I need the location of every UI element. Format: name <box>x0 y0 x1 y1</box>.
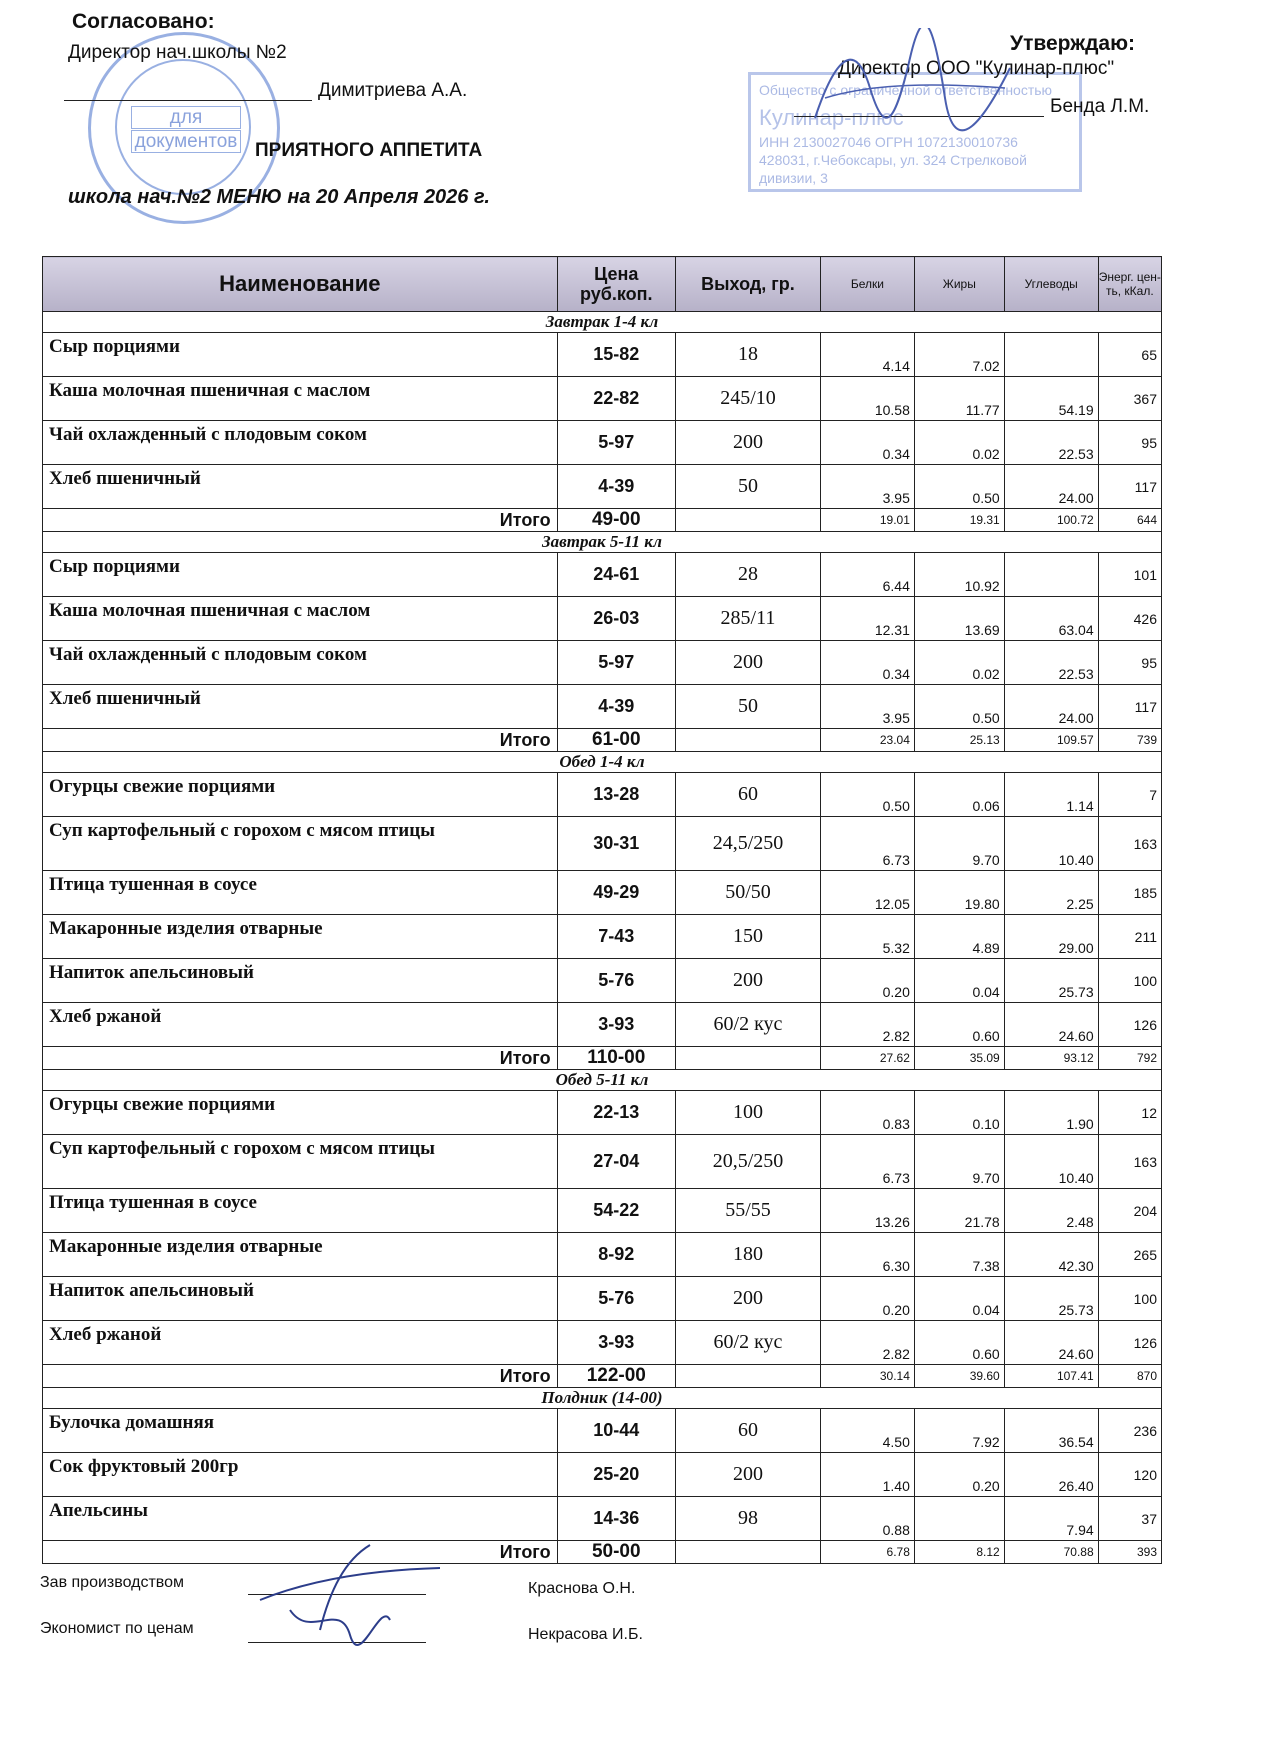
total-carbs: 70.88 <box>1004 1541 1098 1564</box>
item-fat: 7.02 <box>914 333 1004 377</box>
section-title: Завтрак 5-11 кл <box>43 532 1162 553</box>
item-yield: 60/2 кус <box>675 1003 820 1047</box>
item-fat <box>914 1497 1004 1541</box>
total-yield-empty <box>675 1047 820 1070</box>
item-yield: 50 <box>675 465 820 509</box>
rect-stamp-line1: Общество с ограниченной ответственностью <box>759 82 1053 98</box>
item-yield: 60/2 кус <box>675 1321 820 1365</box>
total-row <box>43 1047 1162 1070</box>
menu-item-row <box>43 553 1162 597</box>
item-protein: 12.05 <box>820 871 914 915</box>
item-fat: 0.60 <box>914 1321 1004 1365</box>
item-carbs <box>1004 553 1098 597</box>
item-protein: 13.26 <box>820 1189 914 1233</box>
item-yield: 200 <box>675 641 820 685</box>
item-energy: 95 <box>1098 641 1161 685</box>
bon-appetit: ПРИЯТНОГО АППЕТИТА <box>255 140 483 161</box>
item-carbs: 24.00 <box>1004 685 1098 729</box>
item-energy: 204 <box>1098 1189 1161 1233</box>
item-price: 5-76 <box>557 1277 675 1321</box>
item-energy: 126 <box>1098 1321 1161 1365</box>
item-yield: 98 <box>675 1497 820 1541</box>
section-header-row <box>43 1070 1162 1091</box>
item-energy: 100 <box>1098 959 1161 1003</box>
item-name: Хлеб пшеничный <box>43 685 558 729</box>
item-price: 25-20 <box>557 1453 675 1497</box>
section-header-row <box>43 532 1162 553</box>
total-price: 61-00 <box>557 729 675 752</box>
item-yield: 200 <box>675 421 820 465</box>
total-label: Итого <box>43 729 558 752</box>
item-carbs: 24.60 <box>1004 1321 1098 1365</box>
item-protein: 0.50 <box>820 773 914 817</box>
item-energy: 120 <box>1098 1453 1161 1497</box>
total-price: 110-00 <box>557 1047 675 1070</box>
menu-body <box>43 312 1162 1564</box>
item-fat: 4.89 <box>914 915 1004 959</box>
col-price: Цена руб.коп. <box>557 257 675 312</box>
item-price: 13-28 <box>557 773 675 817</box>
section-header-row <box>43 1388 1162 1409</box>
total-energy: 393 <box>1098 1541 1161 1564</box>
menu-item-row <box>43 1321 1162 1365</box>
item-energy: 163 <box>1098 1135 1161 1189</box>
section-title: Завтрак 1-4 кл <box>43 312 1162 333</box>
item-energy: 100 <box>1098 1277 1161 1321</box>
item-price: 14-36 <box>557 1497 675 1541</box>
item-yield: 100 <box>675 1091 820 1135</box>
item-carbs: 10.40 <box>1004 817 1098 871</box>
item-carbs: 7.94 <box>1004 1497 1098 1541</box>
menu-item-row <box>43 465 1162 509</box>
item-energy: 126 <box>1098 1003 1161 1047</box>
item-protein: 3.95 <box>820 465 914 509</box>
econ-title: Экономист по ценам <box>40 1620 194 1637</box>
item-carbs: 22.53 <box>1004 421 1098 465</box>
item-yield: 200 <box>675 1453 820 1497</box>
item-protein: 12.31 <box>820 597 914 641</box>
item-energy: 95 <box>1098 421 1161 465</box>
item-fat: 9.70 <box>914 817 1004 871</box>
menu-date-line: школа нач.№2 МЕНЮ на 20 Апреля 2026 г. <box>68 186 490 208</box>
item-name: Напиток апельсиновый <box>43 959 558 1003</box>
total-carbs: 93.12 <box>1004 1047 1098 1070</box>
item-yield: 200 <box>675 1277 820 1321</box>
item-carbs: 1.90 <box>1004 1091 1098 1135</box>
item-carbs: 26.40 <box>1004 1453 1098 1497</box>
item-energy: 211 <box>1098 915 1161 959</box>
footer-signature <box>250 1540 450 1650</box>
total-fat: 35.09 <box>914 1047 1004 1070</box>
item-name: Сыр порциями <box>43 553 558 597</box>
item-yield: 50/50 <box>675 871 820 915</box>
total-yield-empty <box>675 1541 820 1564</box>
total-carbs: 109.57 <box>1004 729 1098 752</box>
item-carbs: 63.04 <box>1004 597 1098 641</box>
item-name: Сыр порциями <box>43 333 558 377</box>
item-name: Напиток апельсиновый <box>43 1277 558 1321</box>
agreed-position: Директор нач.школы №2 <box>68 42 287 63</box>
total-label: Итого <box>43 1047 558 1070</box>
item-energy: 101 <box>1098 553 1161 597</box>
item-name: Огурцы свежие порциями <box>43 1091 558 1135</box>
item-price: 5-97 <box>557 421 675 465</box>
item-energy: 426 <box>1098 597 1161 641</box>
item-carbs: 25.73 <box>1004 959 1098 1003</box>
item-yield: 20,5/250 <box>675 1135 820 1189</box>
item-protein: 3.95 <box>820 685 914 729</box>
item-name: Хлеб пшеничный <box>43 465 558 509</box>
item-price: 4-39 <box>557 465 675 509</box>
item-name: Огурцы свежие порциями <box>43 773 558 817</box>
item-name: Каша молочная пшеничная с маслом <box>43 377 558 421</box>
menu-item-row <box>43 871 1162 915</box>
item-energy: 12 <box>1098 1091 1161 1135</box>
item-protein: 2.82 <box>820 1003 914 1047</box>
total-protein: 19.01 <box>820 509 914 532</box>
item-name: Чай охлажденный с плодовым соком <box>43 641 558 685</box>
total-protein: 23.04 <box>820 729 914 752</box>
item-yield: 18 <box>675 333 820 377</box>
item-name: Хлеб ржаной <box>43 1003 558 1047</box>
item-protein: 0.34 <box>820 641 914 685</box>
menu-item-row <box>43 333 1162 377</box>
item-yield: 55/55 <box>675 1189 820 1233</box>
item-price: 3-93 <box>557 1321 675 1365</box>
item-protein: 1.40 <box>820 1453 914 1497</box>
item-protein: 0.83 <box>820 1091 914 1135</box>
agreed-name: Димитриева А.А. <box>318 80 468 101</box>
rect-stamp-line4: 428031, г.Чебоксары, ул. 324 Стрелковой дивизии, 3 <box>759 152 1027 186</box>
item-carbs: 36.54 <box>1004 1409 1098 1453</box>
item-price: 22-13 <box>557 1091 675 1135</box>
item-protein: 5.32 <box>820 915 914 959</box>
item-price: 5-97 <box>557 641 675 685</box>
item-name: Хлеб ржаной <box>43 1321 558 1365</box>
item-price: 8-92 <box>557 1233 675 1277</box>
total-fat: 8.12 <box>914 1541 1004 1564</box>
item-protein: 2.82 <box>820 1321 914 1365</box>
item-protein: 4.50 <box>820 1409 914 1453</box>
menu-item-row <box>43 1003 1162 1047</box>
item-energy: 7 <box>1098 773 1161 817</box>
item-fat: 0.10 <box>914 1091 1004 1135</box>
item-name: Суп картофельный с горохом с мясом птицы <box>43 1135 558 1189</box>
item-yield: 200 <box>675 959 820 1003</box>
item-fat: 0.06 <box>914 773 1004 817</box>
total-energy: 870 <box>1098 1365 1161 1388</box>
item-fat: 0.50 <box>914 685 1004 729</box>
item-fat: 0.04 <box>914 959 1004 1003</box>
total-carbs: 107.41 <box>1004 1365 1098 1388</box>
item-carbs: 24.00 <box>1004 465 1098 509</box>
item-yield: 60 <box>675 1409 820 1453</box>
item-protein: 0.88 <box>820 1497 914 1541</box>
total-protein: 6.78 <box>820 1541 914 1564</box>
item-carbs: 22.53 <box>1004 641 1098 685</box>
item-energy: 65 <box>1098 333 1161 377</box>
item-name: Суп картофельный с горохом с мясом птицы <box>43 817 558 871</box>
item-price: 7-43 <box>557 915 675 959</box>
item-protein: 6.73 <box>820 817 914 871</box>
menu-item-row <box>43 773 1162 817</box>
item-yield: 180 <box>675 1233 820 1277</box>
item-fat: 0.20 <box>914 1453 1004 1497</box>
total-protein: 27.62 <box>820 1047 914 1070</box>
prod-title: Зав производством <box>40 1574 184 1591</box>
item-price: 3-93 <box>557 1003 675 1047</box>
item-name: Птица тушенная в соусе <box>43 871 558 915</box>
item-price: 30-31 <box>557 817 675 871</box>
item-price: 22-82 <box>557 377 675 421</box>
menu-item-row <box>43 421 1162 465</box>
section-title: Полдник (14-00) <box>43 1388 1162 1409</box>
item-price: 49-29 <box>557 871 675 915</box>
menu-item-row <box>43 641 1162 685</box>
total-label: Итого <box>43 509 558 532</box>
item-protein: 6.73 <box>820 1135 914 1189</box>
item-fat: 7.92 <box>914 1409 1004 1453</box>
item-yield: 285/11 <box>675 597 820 641</box>
item-carbs: 2.48 <box>1004 1189 1098 1233</box>
item-energy: 163 <box>1098 817 1161 871</box>
total-yield-empty <box>675 729 820 752</box>
total-row <box>43 729 1162 752</box>
total-fat: 19.31 <box>914 509 1004 532</box>
section-header-row <box>43 312 1162 333</box>
item-energy: 185 <box>1098 871 1161 915</box>
item-energy: 117 <box>1098 685 1161 729</box>
item-protein: 4.14 <box>820 333 914 377</box>
item-fat: 21.78 <box>914 1189 1004 1233</box>
item-energy: 117 <box>1098 465 1161 509</box>
item-protein: 10.58 <box>820 377 914 421</box>
approve-position: Директор ООО "Кулинар-плюс" <box>838 58 1115 79</box>
menu-item-row <box>43 1189 1162 1233</box>
rect-stamp-line2: Кулинар-плюс <box>759 105 904 130</box>
menu-item-row <box>43 959 1162 1003</box>
col-protein: Белки <box>820 257 914 312</box>
item-yield: 28 <box>675 553 820 597</box>
item-name: Апельсины <box>43 1497 558 1541</box>
total-label: Итого <box>43 1365 558 1388</box>
item-price: 4-39 <box>557 685 675 729</box>
section-header-row <box>43 752 1162 773</box>
item-fat: 11.77 <box>914 377 1004 421</box>
item-fat: 9.70 <box>914 1135 1004 1189</box>
item-carbs: 42.30 <box>1004 1233 1098 1277</box>
total-row <box>43 1541 1162 1564</box>
item-protein: 6.44 <box>820 553 914 597</box>
total-energy: 644 <box>1098 509 1161 532</box>
total-energy: 792 <box>1098 1047 1161 1070</box>
round-stamp-center: для документов <box>131 105 241 154</box>
approve-name: Бенда Л.М. <box>1050 96 1150 117</box>
econ-name: Некрасова И.Б. <box>528 1626 643 1643</box>
item-energy: 367 <box>1098 377 1161 421</box>
item-carbs: 29.00 <box>1004 915 1098 959</box>
total-price: 50-00 <box>557 1541 675 1564</box>
item-price: 54-22 <box>557 1189 675 1233</box>
item-fat: 0.04 <box>914 1277 1004 1321</box>
item-name: Булочка домашняя <box>43 1409 558 1453</box>
item-name: Птица тушенная в соусе <box>43 1189 558 1233</box>
item-energy: 265 <box>1098 1233 1161 1277</box>
total-carbs: 100.72 <box>1004 509 1098 532</box>
col-name: Наименование <box>43 257 558 312</box>
agreed-title: Согласовано: <box>72 10 215 33</box>
menu-item-row <box>43 817 1162 871</box>
col-fat: Жиры <box>914 257 1004 312</box>
item-fat: 0.60 <box>914 1003 1004 1047</box>
total-energy: 739 <box>1098 729 1161 752</box>
item-protein: 0.20 <box>820 959 914 1003</box>
total-row <box>43 1365 1162 1388</box>
item-fat: 19.80 <box>914 871 1004 915</box>
menu-item-row <box>43 1453 1162 1497</box>
item-price: 24-61 <box>557 553 675 597</box>
item-protein: 0.34 <box>820 421 914 465</box>
item-yield: 150 <box>675 915 820 959</box>
prod-name: Краснова О.Н. <box>528 1580 636 1597</box>
item-price: 5-76 <box>557 959 675 1003</box>
item-energy: 37 <box>1098 1497 1161 1541</box>
total-price: 122-00 <box>557 1365 675 1388</box>
item-carbs: 2.25 <box>1004 871 1098 915</box>
col-yield: Выход, гр. <box>675 257 820 312</box>
item-carbs: 10.40 <box>1004 1135 1098 1189</box>
col-energy: Энерг. цен-ть, кКал. <box>1098 257 1161 312</box>
menu-item-row <box>43 1233 1162 1277</box>
item-price: 27-04 <box>557 1135 675 1189</box>
menu-item-row <box>43 1091 1162 1135</box>
item-price: 10-44 <box>557 1409 675 1453</box>
total-protein: 30.14 <box>820 1365 914 1388</box>
menu-item-row <box>43 915 1162 959</box>
column-header-row <box>43 257 1162 312</box>
item-fat: 13.69 <box>914 597 1004 641</box>
item-price: 15-82 <box>557 333 675 377</box>
item-name: Макаронные изделия отварные <box>43 915 558 959</box>
item-name: Сок фруктовый 200гр <box>43 1453 558 1497</box>
section-title: Обед 1-4 кл <box>43 752 1162 773</box>
item-yield: 245/10 <box>675 377 820 421</box>
menu-table <box>42 256 1162 1564</box>
item-energy: 236 <box>1098 1409 1161 1453</box>
item-fat: 7.38 <box>914 1233 1004 1277</box>
rect-stamp-line3: ИНН 2130027046 ОГРН 1072130010736 <box>759 134 1018 150</box>
item-carbs: 25.73 <box>1004 1277 1098 1321</box>
total-yield-empty <box>675 509 820 532</box>
menu-item-row <box>43 377 1162 421</box>
total-label: Итого <box>43 1541 558 1564</box>
item-fat: 0.02 <box>914 421 1004 465</box>
agreed-signature-line <box>64 100 312 101</box>
item-fat: 10.92 <box>914 553 1004 597</box>
approve-title: Утверждаю: <box>1010 32 1136 55</box>
item-yield: 60 <box>675 773 820 817</box>
item-carbs <box>1004 333 1098 377</box>
item-name: Чай охлажденный с плодовым соком <box>43 421 558 465</box>
menu-item-row <box>43 597 1162 641</box>
menu-item-row <box>43 1277 1162 1321</box>
menu-item-row <box>43 1135 1162 1189</box>
item-protein: 6.30 <box>820 1233 914 1277</box>
item-carbs: 54.19 <box>1004 377 1098 421</box>
item-name: Макаронные изделия отварные <box>43 1233 558 1277</box>
total-row <box>43 509 1162 532</box>
total-yield-empty <box>675 1365 820 1388</box>
total-fat: 39.60 <box>914 1365 1004 1388</box>
total-fat: 25.13 <box>914 729 1004 752</box>
item-price: 26-03 <box>557 597 675 641</box>
section-title: Обед 5-11 кл <box>43 1070 1162 1091</box>
col-carbs: Углеводы <box>1004 257 1098 312</box>
menu-item-row <box>43 1497 1162 1541</box>
item-yield: 24,5/250 <box>675 817 820 871</box>
item-fat: 0.50 <box>914 465 1004 509</box>
item-carbs: 24.60 <box>1004 1003 1098 1047</box>
total-price: 49-00 <box>557 509 675 532</box>
item-name: Каша молочная пшеничная с маслом <box>43 597 558 641</box>
menu-item-row <box>43 1409 1162 1453</box>
item-yield: 50 <box>675 685 820 729</box>
approve-signature <box>795 28 1025 138</box>
item-protein: 0.20 <box>820 1277 914 1321</box>
item-fat: 0.02 <box>914 641 1004 685</box>
item-carbs: 1.14 <box>1004 773 1098 817</box>
menu-item-row <box>43 685 1162 729</box>
